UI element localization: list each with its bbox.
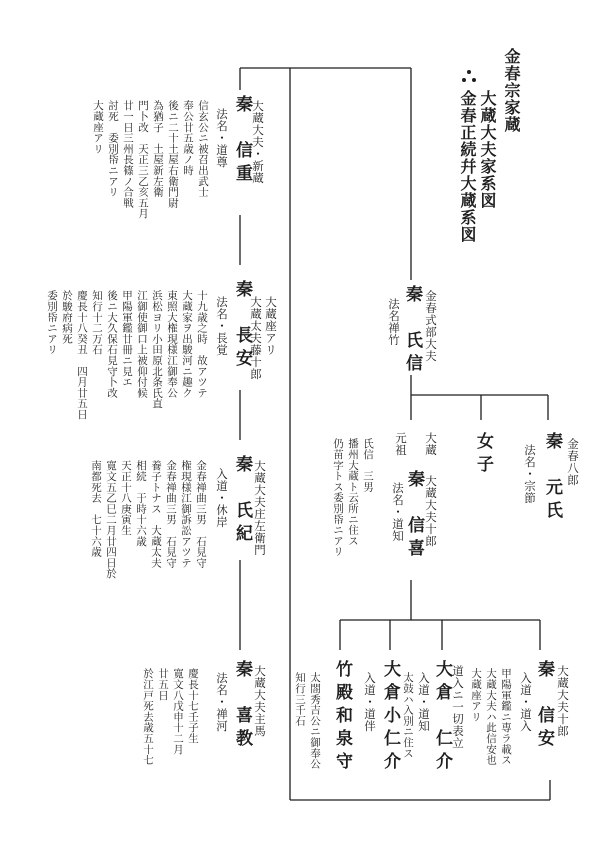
- note-line: 廿五日: [157, 668, 169, 701]
- nisuke-hoin: 入道・道知: [417, 672, 431, 732]
- document-subtitle-1: 大蔵大夫家系図: [478, 90, 497, 209]
- note-line: 権現様江御訴訟アツテ: [180, 460, 192, 568]
- note-line: 慶長十七壬子生: [187, 668, 199, 744]
- shinjuu-title: 大蔵大夫・新蔵: [251, 100, 265, 184]
- note-line: 甲陽軍鑑廿冊ニ見エ: [121, 290, 133, 388]
- note-line: 大蔵座アリ: [92, 100, 104, 154]
- nagayasu-name: 秦 長安: [232, 280, 252, 372]
- ujinobu-hoin: 法名禅竹: [387, 298, 401, 346]
- note-line: 甲陽軍鑑ニ専ラ載ス: [500, 668, 512, 766]
- note-line: 討死 委別帋ニアリ: [107, 100, 119, 198]
- ujinori-hoin: 入道・休岸: [215, 468, 229, 528]
- note-line: 仍苗字トス委別帋ニアリ: [332, 438, 344, 557]
- note-line: 太閤秀吉公ニ御奉公: [309, 672, 321, 770]
- nisuke-name: 大倉 仁介: [432, 660, 452, 775]
- note-line: 南都死去 七十六歳: [90, 460, 102, 558]
- note-line: 奉公廿五歳ノ時: [182, 100, 194, 176]
- kishou-hoin: 法名・禅河: [215, 672, 229, 732]
- shinjuu-hoin: 法名・道尊: [215, 108, 229, 168]
- motouji-title: 金春八郎: [566, 438, 580, 486]
- note-line: 大蔵家ヲ出駿河ニ趣ク: [181, 290, 193, 398]
- note-line: 播州大蔵ト云所ニ住ス: [347, 438, 359, 546]
- document-title: 金春宗家蔵: [502, 48, 521, 133]
- note-line: 天正十八庚寅生: [120, 460, 132, 536]
- note-line: 大蔵大夫ハ此信安也: [485, 668, 497, 766]
- nisuke2-hoin: 入道・道伴: [363, 672, 377, 732]
- nagayasu-title-top: 大蔵座アリ: [264, 296, 278, 356]
- note-line: 廿一日三州長篠ノ合戦: [122, 100, 134, 208]
- nagayasu-hoin: 法名・長覚: [215, 296, 229, 356]
- note-line: 氏信 三男: [362, 438, 374, 492]
- note-line: 知行十二万石: [91, 290, 103, 355]
- nobuyoshi-title: 大蔵大夫十郎: [424, 475, 438, 547]
- note-line: 後ニ二十土屋右衛門尉: [167, 100, 179, 208]
- note-line: 門卜改 天正三乙亥五月: [137, 100, 149, 219]
- izumi-notes: [292, 672, 322, 802]
- ujinobu-name: 秦 氏信: [402, 285, 422, 377]
- note-line: 浜松ヨリ小田原北条氏直: [151, 290, 163, 409]
- nobuyoshi-notes: [330, 438, 375, 588]
- motouji-name: 秦 元氏: [542, 432, 562, 524]
- motouji-hoin: 法名・宗節: [523, 444, 537, 504]
- shinjuu-name: 秦 信重: [232, 95, 252, 187]
- nisuke-note-top: 道入ニ一切表立: [451, 665, 465, 749]
- ujinori-notes: [88, 460, 208, 610]
- nagayasu-title: 大蔵太夫藤十郎: [249, 296, 263, 380]
- note-line: 寛文八戊申十二月: [172, 668, 184, 755]
- note-line: 相続 于時十六歳: [135, 460, 147, 547]
- ujinori-name: 秦 氏紀: [232, 455, 252, 547]
- note-line: 慶長十八癸丑 四月廿五日: [76, 290, 88, 420]
- note-line: 太鼓ハ入別ニ住ス: [402, 672, 414, 759]
- ujinobu-title: 金春式部大夫: [424, 290, 438, 362]
- nobuyoshi-soshi-title: 元祖: [394, 432, 408, 456]
- note-line: 於江戸死去歳五十七: [142, 668, 154, 766]
- izumi-name: 竹殿和泉守: [332, 660, 352, 775]
- ujinori-title: 大蔵大夫庄左衛門: [253, 460, 267, 556]
- nobuyoshi-hoin: 法名・道知: [391, 482, 405, 542]
- note-line: 寛文五乙巳二月廿四日於: [105, 460, 117, 579]
- note-line: 江御使御口上被仰付候: [136, 290, 148, 398]
- nobuyasu-hoin: 入道・道入: [519, 672, 533, 732]
- nobuyasu-name: 秦 信安: [534, 660, 554, 752]
- note-line: 東照大権現様江御奉公: [166, 290, 178, 398]
- note-line: 為猶子 土屋新左衛: [152, 100, 164, 198]
- nobuyoshi-soshi-label: 大蔵: [424, 432, 438, 456]
- kishou-title: 大蔵大夫主馬: [253, 665, 267, 737]
- shinjuu-notes: [90, 100, 210, 260]
- note-line: 知行三千石: [294, 672, 306, 726]
- note-line: 金春禅曲三男 石見守: [195, 460, 207, 568]
- note-line: 於駿府病死: [61, 290, 73, 344]
- joshi-name: 女子: [473, 432, 493, 478]
- nobuyasu-notes: [468, 668, 513, 788]
- nisuke2-name: 大倉小仁介: [380, 660, 400, 775]
- kishou-notes: [140, 668, 200, 798]
- note-line: 後ニ大久保石見守卜改: [106, 290, 118, 398]
- note-line: 養子トナス 大蔵太夫: [150, 460, 162, 568]
- note-line: 金春禅曲三男 石見守: [165, 460, 177, 568]
- nobuyasu-title: 大蔵大夫十郎: [556, 665, 570, 737]
- document-subtitle-2: 金春正続幷大蔵系図: [458, 90, 477, 243]
- nobuyoshi-name: 秦 信喜: [404, 470, 424, 562]
- nagayasu-notes: [44, 290, 209, 440]
- note-line: 十九歳之時 故アツテ: [196, 290, 208, 398]
- note-line: 委別帋ニアリ: [46, 290, 58, 355]
- dot-mark-icon: [462, 70, 476, 84]
- note-line: 信玄公ニ被召出武士: [197, 100, 209, 198]
- kishou-name: 秦 喜教: [232, 660, 252, 752]
- note-line: 大蔵座アリ: [470, 668, 482, 722]
